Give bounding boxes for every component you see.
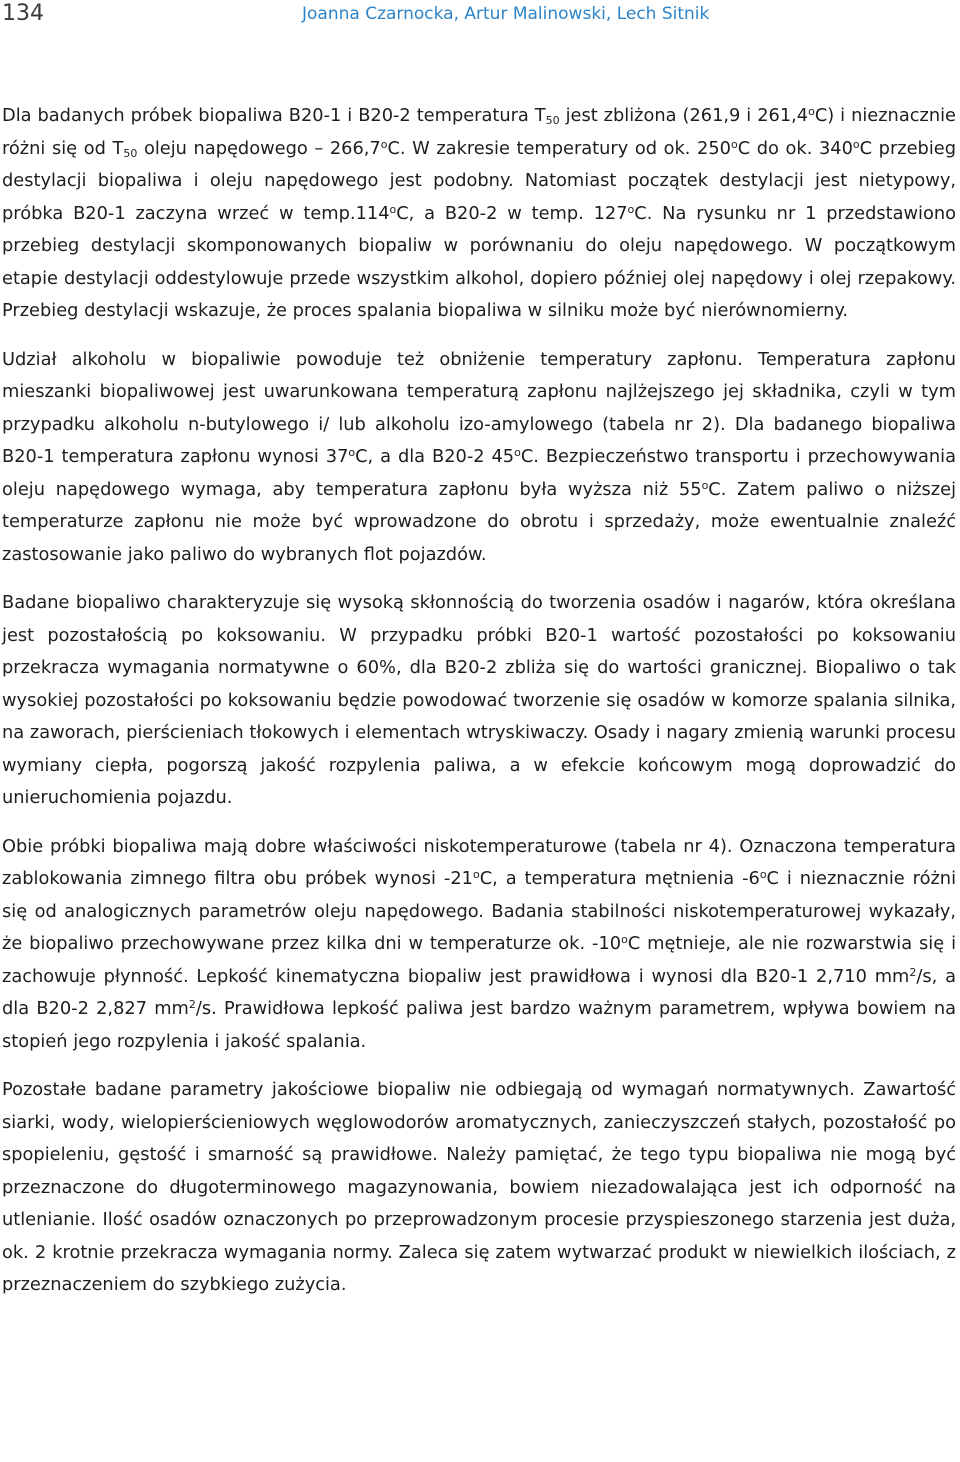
text-run: jest zbliżona (261,9 i 261,4 [559,105,809,126]
superscript: o [731,137,738,151]
article-body [2,100,956,1318]
text-run: C mętnieje, ale nie rozwarstwia się i zachowuje płynność. Lepkość kinematyczna biopaliw jest prawidłowa i wynosi dla B20-1 2,710 mm [2,933,957,987]
text-run: Pozostałe badane parametry jakościowe biopaliw nie odbiegają od wymagań normatywnych. Zawartość siarki, wody, wielopierścieniowych węglowodorów aromatycznych, zanieczyszczeń stałych, pozostałość po spopieleniu, gęstość i smarność są prawidłowe. Należy pamiętać, że tego typu biopaliwa nie mogą być przeznaczone do długoterminowego magazynowania, bowiem niezadowalająca jest ich odporność na utlenianie. Ilość osadów oznaczonych po przeprowadzonym procesie przyspieszonego starzenia jest duża, ok. 2 krotnie przekracza wymagania normy. Zaleca się zatem wytwarzać produkt w niewielkich ilościach, z przeznaczeniem do szybkiego zużycia. [2,1079,956,1295]
superscript: 2 [188,998,196,1011]
text-run: Obie próbki biopaliwa mają dobre właściwości niskotemperaturowe (tabela nr 4). Oznaczona temperatura zablokowania zimnego filtra obu próbek wynosi -21 [2,835,956,889]
paragraph [2,831,956,1059]
subscript: 50 [545,114,560,127]
text-run: Badane biopaliwo charakteryzuje się wysoką skłonnością do tworzenia osadów i nagarów, która określana jest pozostałością po koksowaniu. W przypadku próbki B20-1 wartość pozostałości po koksowaniu przekracza wymagania normatywne o 60%, dla B20-2 zbliża się do wartości granicznej. Biopaliwo o tak wysokiej pozostałości po koksowaniu będzie powodować tworzenie się osadów w komorze spalania silnika, na zaworach, pierścieniach tłokowych i elementach wtryskiwaczy. Osady i nagary zmienią warunki procesu wymiany ciepła, pogorszą jakość rozpylenia paliwa, a w efekcie końcowym mogą doprowadzić do unieruchomienia pojazdu. [2,592,956,808]
superscript: o [701,478,709,492]
text-run: C do ok. 340 [737,137,853,159]
subscript: 50 [123,146,138,160]
superscript: o [627,202,635,216]
text-run: C, a dla B20-2 45 [355,446,515,467]
text-run: C. Zatem paliwo o niższej temperaturze zapłonu nie może być wprowadzone do obrotu i sprzedaży, może ewentualnie znaleźć zastosowanie jako paliwo do wybranych flot pojazdów. [2,478,957,565]
superscript: o [472,868,480,881]
superscript: o [759,868,767,881]
text-run: Udział alkoholu w biopaliwie powoduje też obniżenie temperatury zapłonu. Temperatura zapłonu mieszanki biopaliwowej jest uwarunkowana temperaturą zapłonu najlżejszego jej składnika, czyli w tym przypadku alkoholu n-butylowego i/ lub alkoholu izo-amylowego (tabela nr 2). Dla badanego biopaliwa B20-1 temperatura zapłonu wynosi 37 [2,348,956,467]
text-run: C, a B20-2 w temp. 127 [396,202,628,224]
text-run: oleju napędowego – 266,7 [137,137,381,159]
text-run: C. Na rysunku nr 1 przedstawiono przebieg destylacji skomponowanych biopaliw w porównaniu do oleju napędowego. W początkowym etapie destylacji oddestylowuje przede wszystkim alkohol, dopiero później olej napędowy i olej rzepakowy. Przebieg destylacji wskazuje, że proces spalania biopaliwa w silniku może być nierównomierny. [2,202,957,321]
superscript: o [389,202,397,216]
paragraph [2,587,956,815]
text-run: C przebieg destylacji biopaliwa i oleju napędowego jest podobny. Natomiast początek destylacji jest nietypowy, próbka B20-1 zaczyna wrzeć w temp.114 [2,137,957,224]
paragraph [2,1074,956,1302]
text-run: C. W zakresie temperatury od ok. 250 [387,137,731,159]
paragraph [2,344,956,572]
text-run: /s. Prawidłowa lepkość paliwa jest bardzo ważnym parametrem, wpływa bowiem na stopień jego rozpylenia i jakość spalania. [2,998,956,1052]
superscript: o [348,446,356,459]
text-run: /s, a dla B20-2 2,827 mm [2,965,956,1019]
text-run: Dla badanych próbek biopaliwa B20-1 i B20-2 temperatura T [2,105,546,126]
paragraph [2,100,956,328]
superscript: o [380,137,388,151]
superscript: o [621,933,628,946]
page-header [0,0,960,28]
text-run: C. Bezpieczeństwo transportu i przechowywania oleju napędowego wymaga, aby temperatura zapłonu była wyższa niż 55 [2,446,956,500]
text-run: C) i nieznacznie różni się od T [2,105,956,159]
text-run: C i nieznacznie różni się od analogicznych parametrów oleju napędowego. Badania stabilności niskotemperaturowej wykazały, że biopaliwo przechowywane przez kilka dni w temperaturze ok. -10 [2,868,957,954]
superscript: o [808,105,815,118]
superscript: 2 [909,965,917,979]
text-run: C, a temperatura mętnienia -6 [479,868,760,889]
running-head-authors: Joanna Czarnocka, Artur Malinowski, Lech Sitnik [302,4,710,24]
page-number: 134 [2,1,44,26]
superscript: o [514,446,521,459]
superscript: o [852,137,860,151]
